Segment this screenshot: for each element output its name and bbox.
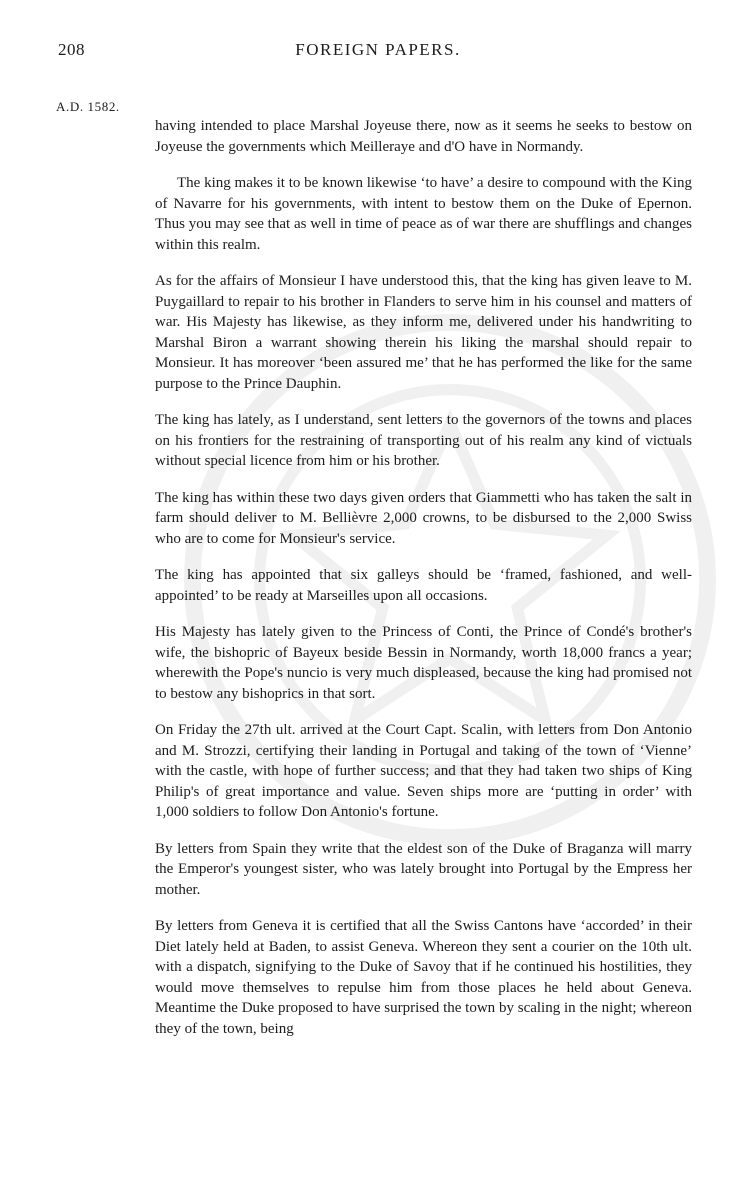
page-number: 208 [58,40,85,59]
paragraph: The king has within these two days given orders that Giammetti who has taken the salt in farm should deliver to M. Bellièvre 2,000 crowns, to be disbursed to the 2,000 Swiss who are to come for Monsieur's service. [155,489,692,547]
running-title: FOREIGN PAPERS. [295,40,461,59]
body-text [155,116,692,1055]
paragraph: having intended to place Marshal Joyeuse there, now as it seems he seeks to bestow on Joyeuse the governments which Meilleraye and d'O have in Normandy. [155,118,692,155]
paragraph: The king makes it to be known likewise ‘to have’ a desire to compound with the King of Navarre for his governments, with intent to bestow them on the Duke of Epernon. Thus you may see that as well in time of peace as of war there are shufflings and changes within this realm. [155,175,692,253]
paragraph: His Majesty has lately given to the Princess of Conti, the Prince of Condé's brother's wife, the bishopric of Bayeux beside Bessin in Normandy, worth 18,000 francs a year; wherewith the Pope's nuncio is very much displeased, because the king had promised not to bestow any bishoprics in that sort. [155,624,692,702]
date-marginal-note: A.D. 1582. [56,99,120,114]
paragraph: As for the affairs of Monsieur I have understood this, that the king has given leave to M. Puygaillard to repair to his brother in Flanders to serve him in his counsel and matters of war. His Majesty has likewise, as they inform me, delivered under his handwriting to Marshal Biron a warrant showing therein his liking the marshal should repair to Monsieur. It has moreover ‘been assured me’ that he has performed the like for the same purpose to the Prince Dauphin. [155,273,692,392]
paragraph: The king has lately, as I understand, sent letters to the governors of the towns and places on his frontiers for the restraining of transporting out of his realm any kind of victuals without special licence from him or his brother. [155,412,692,469]
page-header [58,40,698,64]
paragraph: On Friday the 27th ult. arrived at the Court Capt. Scalin, with letters from Don Antonio and M. Strozzi, certifying their landing in Portugal and taking of the town of ‘Vienne’ with the castle, with hope of further success; and that they had taken two ships of King Philip's of great importance and value. Seven ships more are ‘putting in order’ with 1,000 soldiers to follow Don Antonio's fortune. [155,722,692,820]
paragraph: By letters from Spain they write that the eldest son of the Duke of Braganza will marry the Emperor's youngest sister, who was lately brought into Portugal by the Empress her mother. [155,840,692,898]
paragraph: By letters from Geneva it is certified that all the Swiss Cantons have ‘accorded’ in their Diet lately held at Baden, to assist Geneva. Whereon they sent a courier on the 10th ult. with a dispatch, signifying to the Duke of Savoy that if he continued his hostilities, they would move themselves to repulse him from those places he held about Geneva. Meantime the Duke proposed to have surprised the town by scaling in the night; whereon they of the town, being [155,918,692,1037]
paragraph: The king has appointed that six galleys should be ‘framed, fashioned, and well-appointed’ to be ready at Marseilles upon all occasions. [155,567,692,604]
